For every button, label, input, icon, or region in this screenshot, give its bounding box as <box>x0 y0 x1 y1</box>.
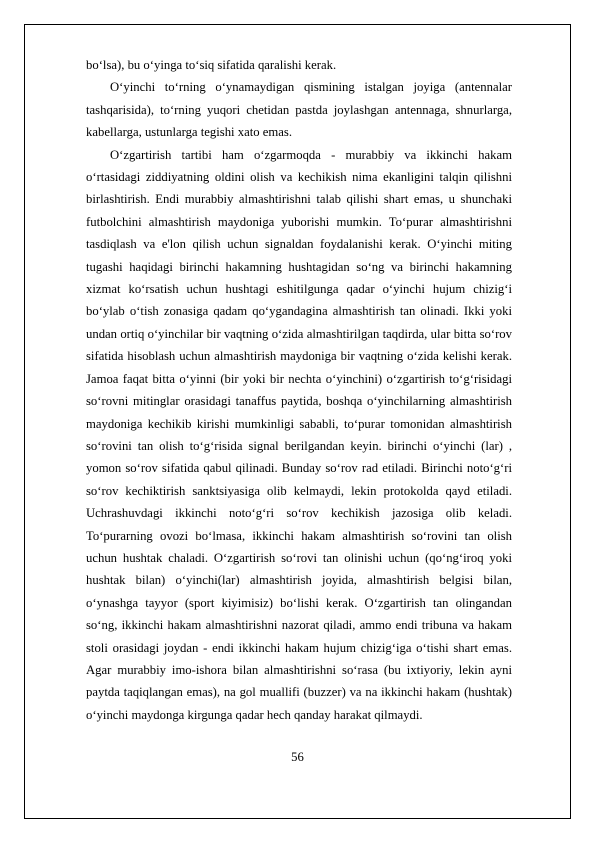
paragraph-continuation: bo‘lsa), bu o‘yinga to‘siq sifatida qaralishi kerak. <box>86 58 337 72</box>
document-body <box>86 54 512 726</box>
paragraph-antenna-rule: O‘yinchi to‘rning o‘ynamaydigan qismining istalgan joyiga (antennalar tashqarisida), to‘rning yuqori chetidan pastda joylashgan antennaga, shnurlarga, kabellarga, ustunlarga tegishi xato emas. <box>86 80 512 140</box>
page-number: 56 <box>291 750 304 764</box>
paragraph-substitution-procedure: O‘zgartirish tartibi ham o‘zgarmoqda - murabbiy va ikkinchi hakam o‘rtasidagi ziddiyatning oldini olish va kechikish nima ekanligini talqin qilishni birlashtirish. Endi murabbiy almashtirishni talab qilishi shart emas, u shunchaki futbolchini almashtirish maydoniga yuborishi mumkin. To‘purar almashtirishni tasdiqlash va e'lon qilish uchun signaldan foydalanishi kerak. O‘yinchi miting tugashi haqidagi birinchi hakamning hushtagidan so‘ng va birinchi hakamning xizmat ko‘rsatish uchun hushtagi eshitilgunga qadar o‘yinchi hujum chizig‘i bo‘ylab o‘tish zonasiga qadam qo‘ygandagina almashtirish tan olinadi. Ikki yoki undan ortiq o‘yinchilar bir vaqtning o‘zida almashtirilgan taqdirda, ular bitta so‘rov sifatida hisoblash uchun almashtirish maydoniga bir vaqtning o‘zida kelishi kerak. Jamoa faqat bitta o‘yinni (bir yoki bir nechta o‘yinchini) o‘zgartirish to‘g‘risidagi so‘rovni mitinglar orasidagi tanaffus paytida, boshqa o‘yinchilarning almashtirish maydoniga kechikib kirishi mumkinligi sababli, to‘purar tomonidan almashtirish so‘rovini tan olish to‘g‘risida signal berilgandan keyin. birinchi o‘yinchi (lar) , yomon so‘rov sifatida qabul qilinadi. Bunday so‘rov rad etiladi. Birinchi noto‘g‘ri so‘rov kechiktirish sanktsiyasiga olib kelmaydi, lekin protokolda qayd etiladi. Uchrashuvdagi ikkinchi noto‘g‘ri so‘rov kechikish jazosiga olib keladi. To‘purarning ovozi bo‘lmasa, ikkinchi hakam almashtirish so‘rovini tan olish uchun hushtak chaladi. O‘zgartirish so‘rovi tan olinishi uchun (qo‘ng‘iroq yoki hushtak bilan) o‘yinchi(lar) almashtirish joyida, almashtirish belgisi bilan, o‘ynashga tayyor (sport kiyimisiz) bo‘lishi kerak. O‘zgartirish tan olingandan so‘ng, ikkinchi hakam almashtirishni nazorat qiladi, ammo endi tribuna va hakam stoli orasidagi joydan - endi ikkinchi hakam hujum chizig‘iga o‘tishi shart emas. Agar murabbiy imo-ishora bilan almashtirishni so‘rasa (bu ixtiyoriy, lekin ayni paytda taqiqlangan emas), na gol muallifi (buzzer) va na ikkinchi hakam (hushtak) o‘yinchi maydonga kirgunga qadar hech qanday harakat qilmaydi. <box>86 147 512 722</box>
